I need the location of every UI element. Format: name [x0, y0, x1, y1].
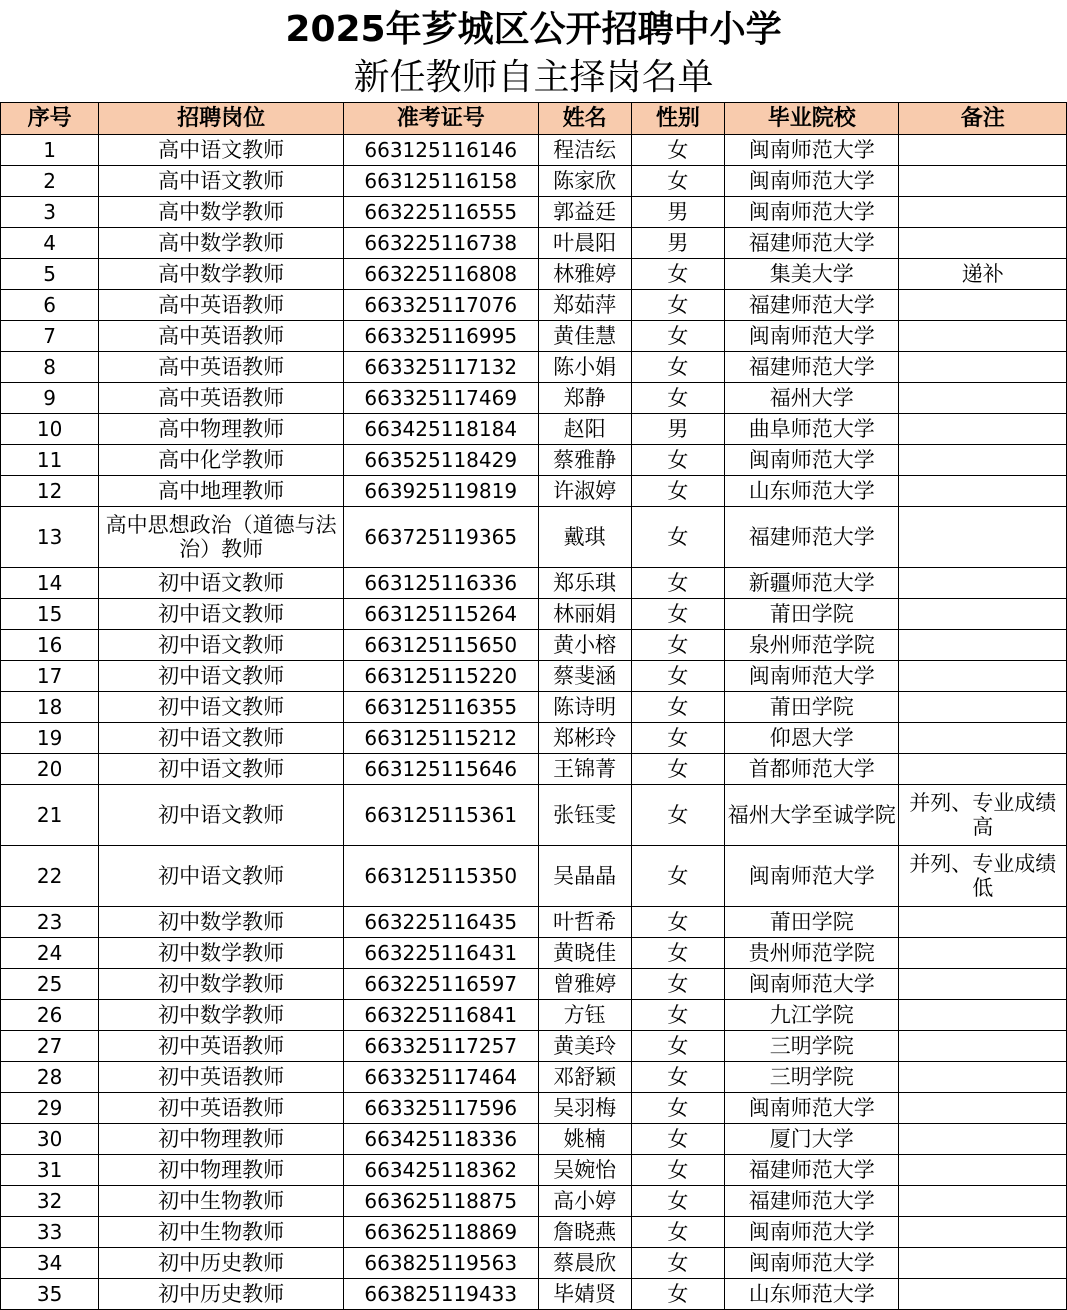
cell-position: 高中语文教师 — [99, 166, 344, 197]
cell-name: 吴婉怡 — [538, 1155, 631, 1186]
cell-position: 初中语文教师 — [99, 568, 344, 599]
cell-name: 郑静 — [538, 383, 631, 414]
cell-name: 程洁纭 — [538, 135, 631, 166]
cell-exam-number: 663125115361 — [343, 785, 538, 846]
cell-school: 山东师范大学 — [725, 476, 899, 507]
cell-seq: 2 — [1, 166, 99, 197]
cell-school: 仰恩大学 — [725, 723, 899, 754]
cell-exam-number: 663125115212 — [343, 723, 538, 754]
header-remarks: 备注 — [899, 103, 1067, 135]
cell-exam-number: 663325117132 — [343, 352, 538, 383]
cell-seq: 33 — [1, 1217, 99, 1248]
cell-school: 闽南师范大学 — [725, 135, 899, 166]
cell-position: 初中数学教师 — [99, 969, 344, 1000]
cell-seq: 27 — [1, 1031, 99, 1062]
cell-gender: 女 — [631, 1186, 724, 1217]
cell-gender: 女 — [631, 661, 724, 692]
cell-gender: 男 — [631, 414, 724, 445]
cell-exam-number: 663125115220 — [343, 661, 538, 692]
cell-school: 三明学院 — [725, 1062, 899, 1093]
cell-name: 黄晓佳 — [538, 938, 631, 969]
cell-gender: 女 — [631, 445, 724, 476]
cell-remarks — [899, 938, 1067, 969]
cell-remarks — [899, 1217, 1067, 1248]
cell-exam-number: 663825119433 — [343, 1279, 538, 1310]
cell-gender: 女 — [631, 476, 724, 507]
cell-exam-number: 663225116555 — [343, 197, 538, 228]
cell-seq: 18 — [1, 692, 99, 723]
cell-gender: 女 — [631, 723, 724, 754]
cell-seq: 19 — [1, 723, 99, 754]
cell-remarks — [899, 630, 1067, 661]
cell-position: 初中语文教师 — [99, 723, 344, 754]
table-row — [1, 1248, 1067, 1279]
cell-remarks — [899, 1279, 1067, 1310]
cell-school: 福州大学 — [725, 383, 899, 414]
table-header-row — [1, 103, 1067, 135]
cell-school: 九江学院 — [725, 1000, 899, 1031]
cell-position: 高中数学教师 — [99, 259, 344, 290]
cell-school: 闽南师范大学 — [725, 445, 899, 476]
cell-seq: 8 — [1, 352, 99, 383]
cell-seq: 17 — [1, 661, 99, 692]
cell-gender: 女 — [631, 321, 724, 352]
cell-school: 贵州师范学院 — [725, 938, 899, 969]
cell-remarks — [899, 1000, 1067, 1031]
cell-position: 初中语文教师 — [99, 754, 344, 785]
cell-remarks — [899, 1186, 1067, 1217]
header-exam-number: 准考证号 — [343, 103, 538, 135]
cell-remarks — [899, 1155, 1067, 1186]
cell-position: 高中数学教师 — [99, 197, 344, 228]
cell-exam-number: 663625118869 — [343, 1217, 538, 1248]
cell-seq: 1 — [1, 135, 99, 166]
cell-gender: 女 — [631, 969, 724, 1000]
cell-name: 吴羽梅 — [538, 1093, 631, 1124]
cell-gender: 女 — [631, 938, 724, 969]
table-row — [1, 1124, 1067, 1155]
cell-remarks — [899, 1093, 1067, 1124]
cell-position: 初中语文教师 — [99, 599, 344, 630]
cell-gender: 女 — [631, 1000, 724, 1031]
cell-position: 高中地理教师 — [99, 476, 344, 507]
cell-remarks — [899, 599, 1067, 630]
cell-school: 福建师范大学 — [725, 290, 899, 321]
cell-remarks: 递补 — [899, 259, 1067, 290]
table-row — [1, 661, 1067, 692]
cell-position: 初中英语教师 — [99, 1093, 344, 1124]
cell-position: 初中语文教师 — [99, 846, 344, 907]
cell-name: 王锦菁 — [538, 754, 631, 785]
cell-remarks — [899, 352, 1067, 383]
cell-gender: 女 — [631, 1124, 724, 1155]
cell-name: 蔡斐涵 — [538, 661, 631, 692]
cell-name: 蔡晨欣 — [538, 1248, 631, 1279]
cell-exam-number: 663525118429 — [343, 445, 538, 476]
table-row — [1, 907, 1067, 938]
cell-position: 高中英语教师 — [99, 352, 344, 383]
cell-name: 毕婧贤 — [538, 1279, 631, 1310]
cell-remarks — [899, 476, 1067, 507]
cell-school: 福州大学至诚学院 — [725, 785, 899, 846]
cell-remarks — [899, 1248, 1067, 1279]
table-row — [1, 1217, 1067, 1248]
cell-exam-number: 663325117469 — [343, 383, 538, 414]
table-row — [1, 445, 1067, 476]
cell-exam-number: 663125116146 — [343, 135, 538, 166]
cell-exam-number: 663325117464 — [343, 1062, 538, 1093]
cell-school: 闽南师范大学 — [725, 321, 899, 352]
cell-name: 姚楠 — [538, 1124, 631, 1155]
cell-remarks — [899, 166, 1067, 197]
cell-position: 初中语文教师 — [99, 661, 344, 692]
cell-gender: 女 — [631, 1093, 724, 1124]
cell-position: 初中数学教师 — [99, 1000, 344, 1031]
cell-gender: 女 — [631, 846, 724, 907]
cell-exam-number: 663125116336 — [343, 568, 538, 599]
cell-exam-number: 663125115350 — [343, 846, 538, 907]
cell-name: 张钰雯 — [538, 785, 631, 846]
cell-seq: 9 — [1, 383, 99, 414]
cell-gender: 女 — [631, 630, 724, 661]
cell-school: 福建师范大学 — [725, 352, 899, 383]
table-row — [1, 1031, 1067, 1062]
cell-school: 山东师范大学 — [725, 1279, 899, 1310]
cell-school: 曲阜师范大学 — [725, 414, 899, 445]
cell-remarks — [899, 1031, 1067, 1062]
cell-name: 詹晓燕 — [538, 1217, 631, 1248]
cell-gender: 女 — [631, 259, 724, 290]
cell-remarks — [899, 445, 1067, 476]
cell-school: 福建师范大学 — [725, 507, 899, 568]
cell-exam-number: 663425118362 — [343, 1155, 538, 1186]
cell-seq: 14 — [1, 568, 99, 599]
cell-position: 初中生物教师 — [99, 1217, 344, 1248]
cell-school: 集美大学 — [725, 259, 899, 290]
cell-remarks — [899, 661, 1067, 692]
cell-seq: 25 — [1, 969, 99, 1000]
cell-school: 福建师范大学 — [725, 228, 899, 259]
cell-position: 初中物理教师 — [99, 1155, 344, 1186]
cell-school: 莆田学院 — [725, 599, 899, 630]
table-row — [1, 166, 1067, 197]
cell-position: 高中化学教师 — [99, 445, 344, 476]
cell-gender: 女 — [631, 1217, 724, 1248]
cell-exam-number: 663325117076 — [343, 290, 538, 321]
table-row — [1, 630, 1067, 661]
cell-position: 初中语文教师 — [99, 692, 344, 723]
table-row — [1, 692, 1067, 723]
cell-remarks — [899, 135, 1067, 166]
cell-name: 邓舒颖 — [538, 1062, 631, 1093]
cell-gender: 女 — [631, 383, 724, 414]
cell-exam-number: 663325116995 — [343, 321, 538, 352]
cell-seq: 20 — [1, 754, 99, 785]
cell-gender: 女 — [631, 1155, 724, 1186]
table-row — [1, 321, 1067, 352]
table-row — [1, 135, 1067, 166]
cell-name: 许淑婷 — [538, 476, 631, 507]
cell-position: 初中数学教师 — [99, 938, 344, 969]
cell-remarks — [899, 414, 1067, 445]
table-row — [1, 507, 1067, 568]
cell-remarks — [899, 383, 1067, 414]
cell-exam-number: 663325117257 — [343, 1031, 538, 1062]
cell-school: 闽南师范大学 — [725, 969, 899, 1000]
cell-remarks — [899, 1124, 1067, 1155]
table-row — [1, 938, 1067, 969]
cell-name: 叶哲希 — [538, 907, 631, 938]
cell-remarks: 并列、专业成绩高 — [899, 785, 1067, 846]
cell-seq: 22 — [1, 846, 99, 907]
header-seq: 序号 — [1, 103, 99, 135]
cell-name: 吴晶晶 — [538, 846, 631, 907]
cell-name: 曾雅婷 — [538, 969, 631, 1000]
title-line-2: 新任教师自主择岗名单 — [353, 57, 714, 98]
cell-position: 初中语文教师 — [99, 630, 344, 661]
table-row — [1, 599, 1067, 630]
cell-position: 高中数学教师 — [99, 228, 344, 259]
cell-position: 高中物理教师 — [99, 414, 344, 445]
cell-position: 初中物理教师 — [99, 1124, 344, 1155]
cell-school: 闽南师范大学 — [725, 661, 899, 692]
cell-name: 方钰 — [538, 1000, 631, 1031]
cell-seq: 15 — [1, 599, 99, 630]
table-row — [1, 1000, 1067, 1031]
table-row — [1, 1279, 1067, 1310]
cell-gender: 女 — [631, 352, 724, 383]
cell-seq: 13 — [1, 507, 99, 568]
cell-remarks — [899, 723, 1067, 754]
cell-position: 高中英语教师 — [99, 321, 344, 352]
cell-seq: 26 — [1, 1000, 99, 1031]
cell-gender: 女 — [631, 785, 724, 846]
table-row — [1, 1093, 1067, 1124]
cell-seq: 35 — [1, 1279, 99, 1310]
cell-seq: 16 — [1, 630, 99, 661]
cell-seq: 30 — [1, 1124, 99, 1155]
table-row — [1, 846, 1067, 907]
cell-gender: 女 — [631, 907, 724, 938]
title-line-1: 2025年芗城区公开招聘中小学 — [285, 9, 782, 50]
cell-seq: 5 — [1, 259, 99, 290]
cell-exam-number: 663225116431 — [343, 938, 538, 969]
cell-seq: 31 — [1, 1155, 99, 1186]
cell-seq: 21 — [1, 785, 99, 846]
cell-name: 陈小娟 — [538, 352, 631, 383]
cell-remarks — [899, 197, 1067, 228]
cell-school: 三明学院 — [725, 1031, 899, 1062]
cell-school: 福建师范大学 — [725, 1155, 899, 1186]
cell-seq: 29 — [1, 1093, 99, 1124]
cell-seq: 4 — [1, 228, 99, 259]
header-school: 毕业院校 — [725, 103, 899, 135]
cell-exam-number: 663125116355 — [343, 692, 538, 723]
cell-name: 陈家欣 — [538, 166, 631, 197]
cell-name: 郭益廷 — [538, 197, 631, 228]
cell-name: 郑乐琪 — [538, 568, 631, 599]
cell-gender: 女 — [631, 507, 724, 568]
cell-school: 莆田学院 — [725, 692, 899, 723]
cell-position: 初中历史教师 — [99, 1279, 344, 1310]
table-row — [1, 352, 1067, 383]
cell-name: 郑茹萍 — [538, 290, 631, 321]
cell-gender: 女 — [631, 290, 724, 321]
cell-exam-number: 663225116808 — [343, 259, 538, 290]
teacher-list-table — [0, 102, 1067, 1310]
table-row — [1, 290, 1067, 321]
cell-name: 赵阳 — [538, 414, 631, 445]
cell-remarks — [899, 290, 1067, 321]
cell-school: 闽南师范大学 — [725, 197, 899, 228]
cell-school: 新疆师范大学 — [725, 568, 899, 599]
table-row — [1, 228, 1067, 259]
cell-exam-number: 663125115264 — [343, 599, 538, 630]
cell-exam-number: 663425118184 — [343, 414, 538, 445]
table-row — [1, 383, 1067, 414]
cell-name: 高小婷 — [538, 1186, 631, 1217]
table-row — [1, 723, 1067, 754]
table-row — [1, 197, 1067, 228]
table-row — [1, 414, 1067, 445]
cell-gender: 女 — [631, 692, 724, 723]
cell-name: 黄美玲 — [538, 1031, 631, 1062]
table-row — [1, 1155, 1067, 1186]
cell-gender: 女 — [631, 1279, 724, 1310]
cell-remarks — [899, 321, 1067, 352]
cell-seq: 11 — [1, 445, 99, 476]
cell-remarks — [899, 228, 1067, 259]
cell-position: 初中数学教师 — [99, 907, 344, 938]
cell-name: 郑彬玲 — [538, 723, 631, 754]
cell-school: 闽南师范大学 — [725, 166, 899, 197]
cell-name: 蔡雅静 — [538, 445, 631, 476]
cell-name: 黄小榕 — [538, 630, 631, 661]
cell-gender: 女 — [631, 135, 724, 166]
cell-school: 闽南师范大学 — [725, 1093, 899, 1124]
cell-remarks — [899, 754, 1067, 785]
table-row — [1, 476, 1067, 507]
cell-school: 闽南师范大学 — [725, 846, 899, 907]
cell-gender: 女 — [631, 568, 724, 599]
cell-position: 初中英语教师 — [99, 1062, 344, 1093]
table-row — [1, 1062, 1067, 1093]
cell-gender: 女 — [631, 754, 724, 785]
table-row — [1, 754, 1067, 785]
cell-exam-number: 663125115646 — [343, 754, 538, 785]
table-row — [1, 259, 1067, 290]
cell-name: 林丽娟 — [538, 599, 631, 630]
cell-seq: 24 — [1, 938, 99, 969]
cell-seq: 23 — [1, 907, 99, 938]
cell-remarks — [899, 907, 1067, 938]
cell-exam-number: 663225116435 — [343, 907, 538, 938]
cell-seq: 10 — [1, 414, 99, 445]
cell-position: 高中英语教师 — [99, 383, 344, 414]
cell-position: 初中历史教师 — [99, 1248, 344, 1279]
cell-name: 戴琪 — [538, 507, 631, 568]
cell-exam-number: 663925119819 — [343, 476, 538, 507]
cell-school: 首都师范大学 — [725, 754, 899, 785]
header-name: 姓名 — [538, 103, 631, 135]
cell-position: 初中英语教师 — [99, 1031, 344, 1062]
cell-seq: 12 — [1, 476, 99, 507]
cell-exam-number: 663225116841 — [343, 1000, 538, 1031]
cell-exam-number: 663725119365 — [343, 507, 538, 568]
cell-name: 林雅婷 — [538, 259, 631, 290]
cell-gender: 女 — [631, 599, 724, 630]
cell-school: 闽南师范大学 — [725, 1217, 899, 1248]
cell-exam-number: 663225116597 — [343, 969, 538, 1000]
cell-exam-number: 663125116158 — [343, 166, 538, 197]
table-row — [1, 568, 1067, 599]
cell-exam-number: 663325117596 — [343, 1093, 538, 1124]
cell-exam-number: 663625118875 — [343, 1186, 538, 1217]
cell-exam-number: 663125115650 — [343, 630, 538, 661]
cell-school: 厦门大学 — [725, 1124, 899, 1155]
cell-remarks — [899, 568, 1067, 599]
cell-name: 陈诗明 — [538, 692, 631, 723]
header-gender: 性别 — [631, 103, 724, 135]
cell-exam-number: 663225116738 — [343, 228, 538, 259]
table-body — [1, 135, 1067, 1310]
cell-gender: 女 — [631, 1031, 724, 1062]
cell-school: 泉州师范学院 — [725, 630, 899, 661]
cell-school: 福建师范大学 — [725, 1186, 899, 1217]
cell-exam-number: 663425118336 — [343, 1124, 538, 1155]
cell-position: 高中思想政治（道德与法治）教师 — [99, 507, 344, 568]
header-position: 招聘岗位 — [99, 103, 344, 135]
cell-seq: 6 — [1, 290, 99, 321]
cell-gender: 女 — [631, 166, 724, 197]
cell-seq: 34 — [1, 1248, 99, 1279]
cell-remarks — [899, 1062, 1067, 1093]
cell-seq: 32 — [1, 1186, 99, 1217]
cell-gender: 男 — [631, 228, 724, 259]
cell-name: 叶晨阳 — [538, 228, 631, 259]
cell-school: 闽南师范大学 — [725, 1248, 899, 1279]
cell-exam-number: 663825119563 — [343, 1248, 538, 1279]
cell-remarks — [899, 969, 1067, 1000]
cell-name: 黄佳慧 — [538, 321, 631, 352]
cell-position: 高中英语教师 — [99, 290, 344, 321]
cell-gender: 女 — [631, 1248, 724, 1279]
cell-position: 初中语文教师 — [99, 785, 344, 846]
document-title — [0, 0, 1067, 102]
table-row — [1, 1186, 1067, 1217]
table-row — [1, 969, 1067, 1000]
table-row — [1, 785, 1067, 846]
cell-remarks — [899, 507, 1067, 568]
cell-gender: 女 — [631, 1062, 724, 1093]
cell-seq: 28 — [1, 1062, 99, 1093]
cell-remarks — [899, 692, 1067, 723]
cell-school: 莆田学院 — [725, 907, 899, 938]
cell-position: 高中语文教师 — [99, 135, 344, 166]
cell-gender: 男 — [631, 197, 724, 228]
cell-seq: 3 — [1, 197, 99, 228]
cell-remarks: 并列、专业成绩低 — [899, 846, 1067, 907]
cell-position: 初中生物教师 — [99, 1186, 344, 1217]
cell-seq: 7 — [1, 321, 99, 352]
